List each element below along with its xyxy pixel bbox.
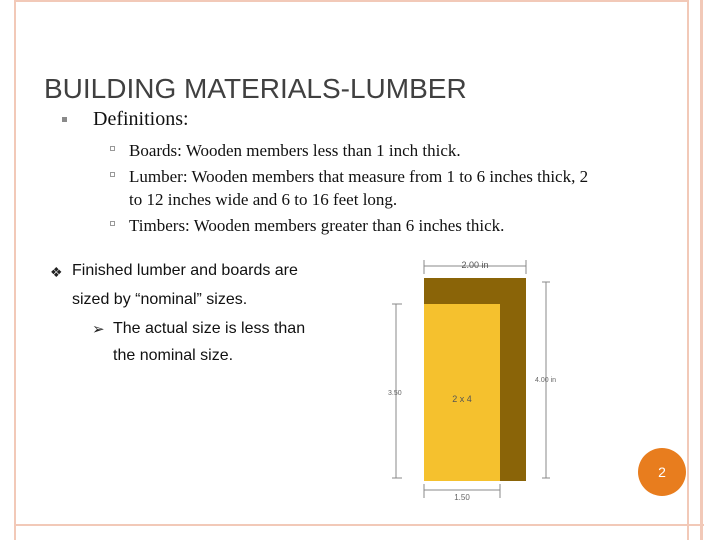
note-actual-line2: the nominal size. — [113, 347, 234, 364]
arrow-bullet-icon: ➢ — [92, 321, 105, 338]
definition-text: Boards: Wooden members less than 1 inch thick. — [129, 141, 461, 160]
actual-width-label: 1.50 — [454, 493, 470, 502]
definitions-heading: Definitions: — [93, 108, 189, 130]
actual-board — [424, 304, 500, 481]
frame-line-right-outer — [700, 0, 703, 540]
frame-line-right — [687, 0, 689, 540]
note-nominal-line1: Finished lumber and boards are — [72, 262, 298, 279]
slide-title: BUILDING MATERIALS-LUMBER — [44, 73, 467, 104]
hollow-square-bullet-icon — [110, 172, 115, 177]
board-size-label: 2 x 4 — [452, 394, 472, 404]
nominal-depth-label: 4.00 in — [535, 377, 557, 384]
hollow-square-bullet-icon — [110, 146, 115, 151]
hollow-square-bullet-icon — [110, 221, 115, 226]
diamond-bullet-icon: ❖ — [50, 264, 63, 280]
lumber-size-diagram — [380, 250, 580, 502]
frame-line-top — [14, 0, 689, 2]
actual-depth-label: 3.50 — [388, 390, 402, 397]
frame-line-bottom — [14, 524, 704, 526]
square-bullet-icon — [62, 117, 67, 122]
note-nominal-line2: sized by “nominal” sizes. — [72, 291, 248, 308]
definition-text: Timbers: Wooden members greater than 6 inches thick. — [129, 216, 505, 235]
definition-text-continued: to 12 inches wide and 6 to 16 feet long. — [129, 190, 398, 209]
page-number-badge: 2 — [638, 448, 686, 496]
definition-text: Lumber: Wooden members that measure from 1 to 6 inches thick, 2 — [129, 167, 589, 186]
note-actual-line1: The actual size is less than — [113, 320, 306, 337]
frame-line-left — [14, 0, 16, 540]
nominal-width-label: 2.00 in — [461, 260, 489, 270]
